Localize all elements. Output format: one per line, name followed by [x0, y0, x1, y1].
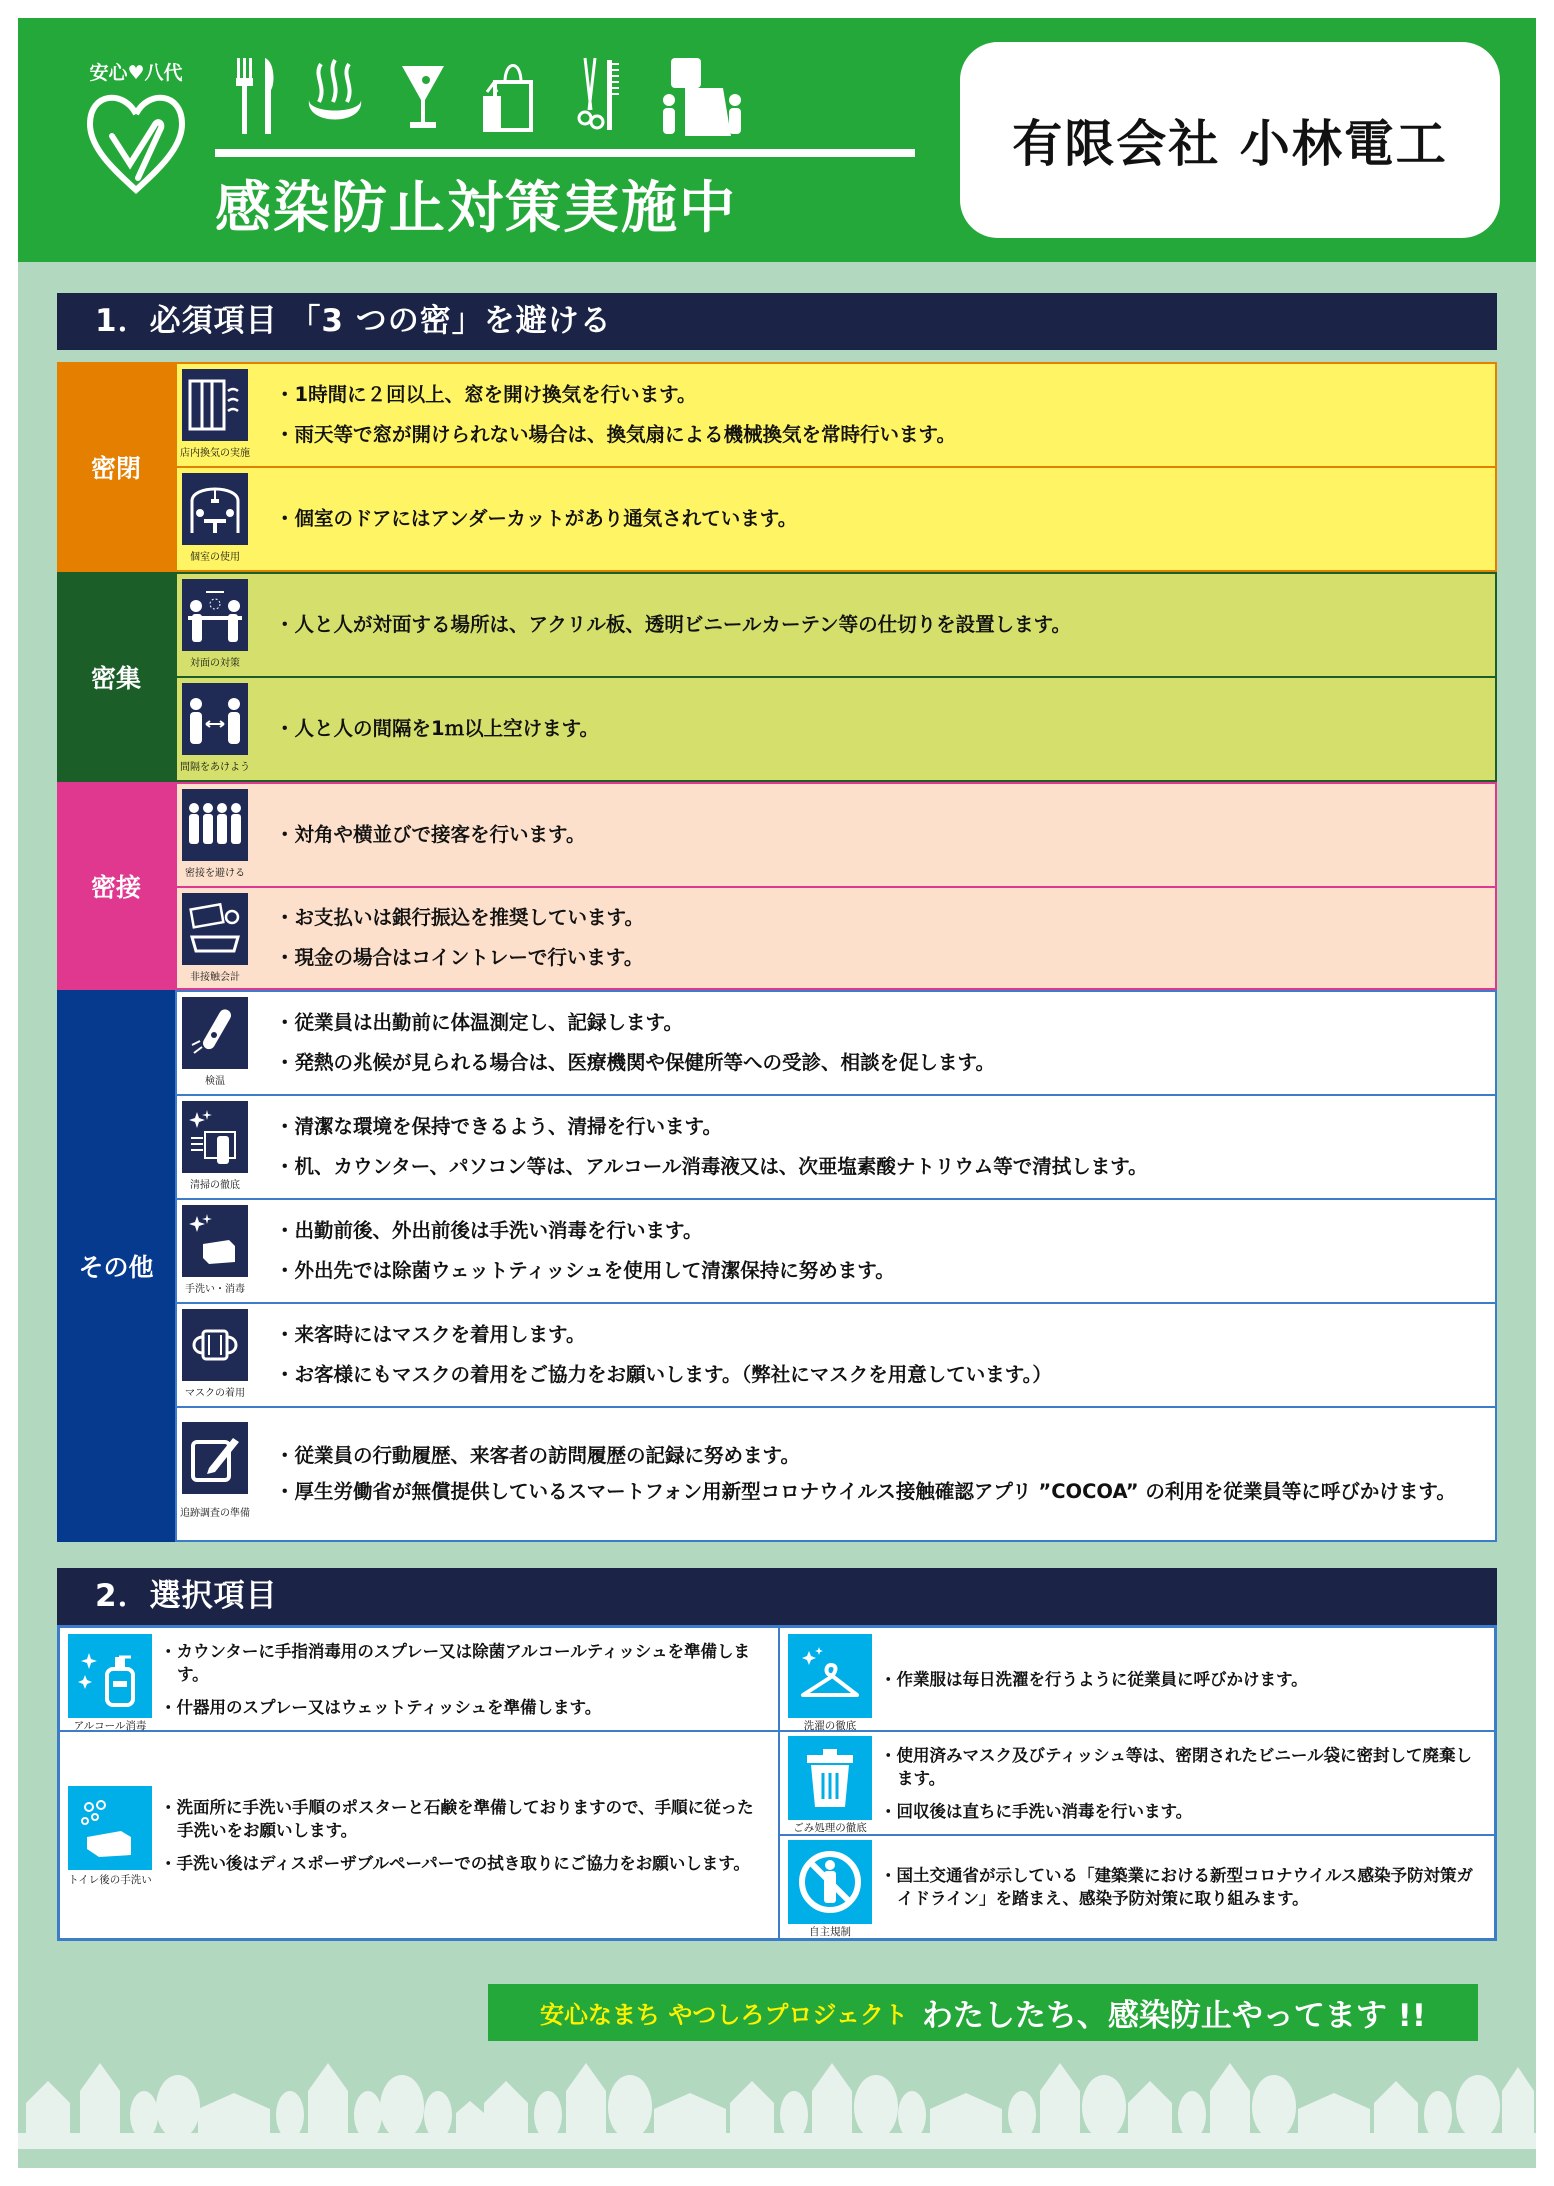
icon-caption: 非接触会計 — [190, 972, 240, 983]
category-misshu: 密集 — [57, 572, 175, 782]
rule-text: ・ 来客時にはマスクを着用します。 — [275, 1322, 1485, 1348]
icon-caption: 手洗い・消毒 — [185, 1284, 245, 1295]
rule-text: ・ 雨天等で窓が開けられない場合は、換気扇による機械換気を常時行います。 — [275, 422, 1485, 448]
list-item — [59, 1731, 779, 1939]
rule-text: ・ 発熱の兆候が見られる場合は、医療機関や保健所等への受診、相談を促します。 — [275, 1050, 1485, 1076]
cocktail-icon — [398, 56, 448, 136]
list-item — [175, 782, 1497, 888]
hot-spring-icon — [303, 56, 367, 136]
list-item — [175, 886, 1497, 990]
cash-tray-icon — [182, 893, 248, 965]
hanger-icon — [788, 1634, 872, 1718]
rule-text: ・ 1時間に２回以上、窓を開け換気を行います。 — [275, 382, 1485, 408]
company-name: 有限会社 小林電工 — [1012, 115, 1448, 173]
no-entry-person-icon — [788, 1840, 872, 1924]
hand-wash-icon — [182, 1205, 248, 1277]
cleaning-icon — [182, 1101, 248, 1173]
icon-caption: 検温 — [205, 1076, 225, 1087]
rule-text: ・ 外出先では除菌ウェットティッシュを使用して清潔保持に努めます。 — [275, 1258, 1485, 1284]
rule-text: ・ 机、カウンター、パソコン等は、アルコール消毒液又は、次亜塩素酸ナトリウム等で清拭します。 — [275, 1154, 1485, 1180]
mask-icon — [182, 1309, 248, 1381]
rule-text: ・ 個室のドアにはアンダーカットがあり通気されています。 — [275, 506, 1485, 532]
notebook-pen-icon — [182, 1422, 248, 1494]
rule-text: ・ 手洗い後はディスポーザブルペーパーでの拭き取りにご協力をお願いします。 — [160, 1852, 768, 1875]
icon-caption: 店内換気の実施 — [180, 448, 250, 459]
icon-caption: マスクの着用 — [185, 1388, 245, 1399]
list-item — [175, 990, 1497, 1096]
icon-caption: ごみ処理の徹底 — [793, 1822, 867, 1834]
icon-caption: 自主規制 — [809, 1926, 851, 1938]
rule-text: ・ 洗面所に手洗い手順のポスターと石鹸を準備しておりますので、手順に従った手洗いをお願いします。 — [160, 1796, 768, 1842]
slogan: わたしたち、感染防止やってます !! — [921, 1998, 1426, 2034]
list-item — [175, 1094, 1497, 1200]
heart-check-icon — [84, 86, 188, 196]
rule-text: ・ お支払いは銀行振込を推奨しています。 — [275, 905, 1485, 931]
scissors-comb-icon — [573, 56, 623, 136]
alcohol-sanitizer-icon — [68, 1634, 152, 1718]
rule-text: ・ 国土交通省が示している「建築業における新型コロナウイルス感染予防対策ガイドライン」を踏まえ、感染予防対策に取り組みます。 — [880, 1864, 1484, 1910]
rule-text: ・ 厚生労働省が無償提供しているスマートフォン用新型コロナウイルス接触確認アプリ ”COCOA” の利用を従業員等に呼びかけます。 — [275, 1479, 1485, 1505]
list-item — [175, 362, 1497, 468]
ventilation-icon — [182, 369, 248, 441]
social-distance-icon — [182, 683, 248, 755]
rule-text: ・ カウンターに手指消毒用のスプレー又は除菌アルコールティッシュを準備します。 — [160, 1640, 768, 1686]
list-item — [175, 1302, 1497, 1408]
list-item — [779, 1627, 1495, 1731]
list-item — [175, 676, 1497, 782]
list-item — [779, 1731, 1495, 1835]
list-item — [59, 1627, 779, 1731]
avoid-close-contact-icon — [182, 789, 248, 861]
section2-grid — [57, 1625, 1497, 1941]
icon-caption: 追跡調査の準備 — [180, 1508, 250, 1519]
trash-can-icon — [788, 1736, 872, 1820]
rule-text: ・ 回収後は直ちに手洗い消毒を行います。 — [880, 1800, 1484, 1823]
header-banner — [18, 18, 1536, 262]
section2-title: 2．選択項目 — [57, 1568, 1497, 1625]
rule-text: ・ 什器用のスプレー又はウェットティッシュを準備します。 — [160, 1696, 768, 1719]
list-item — [175, 466, 1497, 572]
rule-text: ・ 出勤前後、外出前後は手洗い消毒を行います。 — [275, 1218, 1485, 1244]
poster — [18, 18, 1536, 2168]
list-item — [175, 1406, 1497, 1542]
rule-text: ・ 従業員は出勤前に体温測定し、記録します。 — [275, 1010, 1485, 1036]
meeting-icon — [663, 56, 743, 140]
category-missetsu: 密接 — [57, 782, 175, 990]
list-item — [779, 1835, 1495, 1939]
rule-text: ・ 人と人が対面する場所は、アクリル板、透明ビニールカーテン等の仕切りを設置します。 — [275, 612, 1485, 638]
rule-text: ・ 作業服は毎日洗濯を行うように従業員に呼びかけます。 — [880, 1668, 1484, 1691]
icon-caption: 個室の使用 — [190, 552, 240, 563]
rule-text: ・ 現金の場合はコイントレーで行います。 — [275, 945, 1485, 971]
town-silhouette-decoration — [18, 2063, 1536, 2153]
rule-text: ・ 使用済みマスク及びティッシュ等は、密閉されたビニール袋に密封して廃棄します。 — [880, 1744, 1484, 1790]
toilet-hand-wash-icon — [68, 1786, 152, 1870]
icon-caption: 対面の対策 — [190, 658, 240, 669]
shopping-bag-icon — [481, 56, 537, 136]
company-name-box — [960, 42, 1500, 238]
rule-text: ・ 対角や横並びで接客を行います。 — [275, 822, 1485, 848]
list-item — [175, 572, 1497, 678]
icon-caption: 間隔をあけよう — [180, 762, 250, 773]
section1-title: 1．必須項目 「3 つの密」を避ける — [57, 293, 1497, 350]
category-mippei: 密閉 — [57, 362, 175, 572]
rule-text: ・ お客様にもマスクの着用をご協力をお願いします。（弊社にマスクを用意しています。） — [275, 1362, 1485, 1388]
icon-caption: 洗濯の徹底 — [803, 1720, 857, 1732]
thermometer-icon — [182, 997, 248, 1069]
logo-text: 安心♥八代 — [89, 62, 183, 84]
private-room-icon — [182, 473, 248, 545]
category-other: その他 — [57, 990, 175, 1542]
footer-banner — [488, 1984, 1478, 2041]
icon-caption: アルコール消毒 — [73, 1720, 147, 1732]
cutlery-icon — [233, 56, 283, 136]
project-name: 安心なまち やつしろプロジェクト — [540, 2001, 908, 2029]
list-item — [175, 1198, 1497, 1304]
rule-text: ・ 従業員の行動履歴、来客者の訪問履歴の記録に努めます。 — [275, 1443, 1485, 1469]
anshin-yatsushiro-logo — [76, 58, 196, 208]
rule-text: ・ 人と人の間隔を1ｍ以上空けます。 — [275, 716, 1485, 742]
header-divider — [215, 149, 915, 157]
header-title: 感染防止対策実施中 — [215, 176, 737, 241]
icon-caption: トイレ後の手洗い — [68, 1874, 152, 1886]
rule-text: ・ 清潔な環境を保持できるよう、清掃を行います。 — [275, 1114, 1485, 1140]
business-icons — [233, 56, 933, 146]
icon-caption: 密接を避ける — [185, 868, 245, 879]
face-to-face-partition-icon — [182, 579, 248, 651]
icon-caption: 清掃の徹底 — [190, 1180, 240, 1191]
